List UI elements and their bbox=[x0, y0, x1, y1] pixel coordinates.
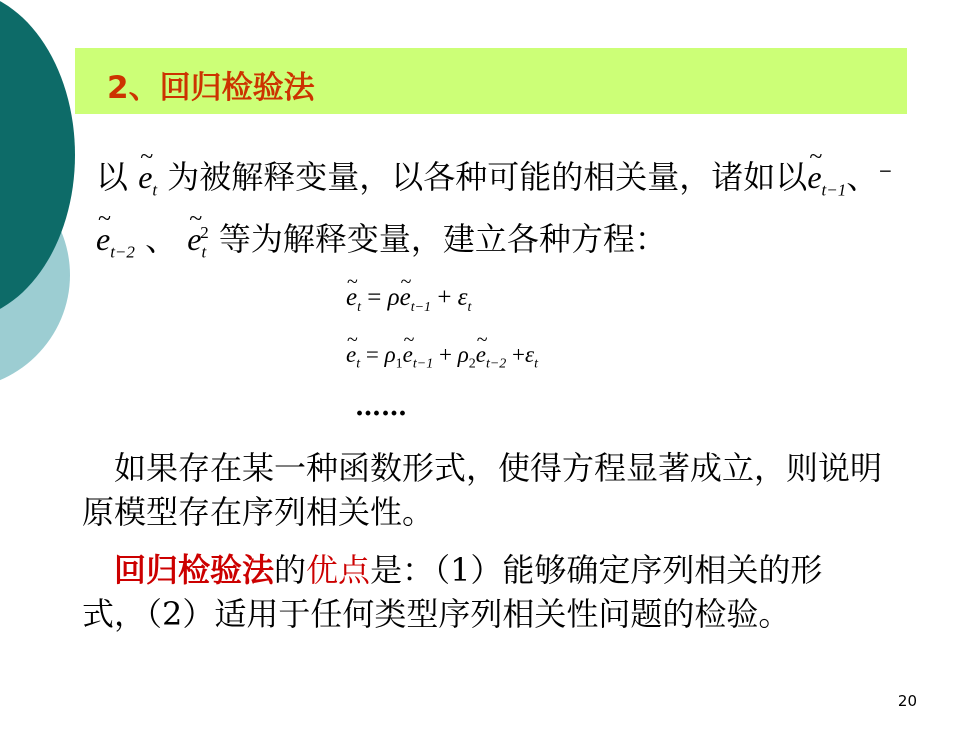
math-sub: t−1 bbox=[412, 356, 434, 372]
epsilon-symbol: ε bbox=[525, 342, 535, 367]
intro-line-1 bbox=[96, 152, 892, 200]
slide-title: 2、回归检验法 bbox=[107, 70, 315, 106]
plus-sign: + bbox=[438, 342, 452, 367]
math-sub: t bbox=[467, 300, 472, 315]
math-e-t-1: ~ $e_{t-1}$ bbox=[400, 284, 431, 316]
math-e-t-2: ~ $e_{t-2}$ bbox=[96, 221, 135, 262]
intro-text-4: 等为解释变量，建立各种方程： bbox=[218, 220, 667, 258]
intro-text-3: 、 bbox=[846, 158, 879, 196]
paragraph-advantages bbox=[82, 548, 882, 636]
math-e-t-2: ~ $e_{t-2}$ bbox=[476, 342, 507, 373]
math-sub: t−1 bbox=[821, 180, 847, 200]
equals-sign: = bbox=[367, 284, 382, 311]
method-name: 回归检验法 bbox=[114, 551, 275, 589]
plus-sign: + bbox=[512, 342, 526, 367]
equals-sign: = bbox=[365, 342, 379, 367]
plus-sign: + bbox=[437, 284, 452, 311]
epsilon-symbol: ε bbox=[457, 284, 468, 311]
equation-2 bbox=[346, 342, 538, 373]
paragraph-indent bbox=[82, 551, 114, 589]
math-sub: t bbox=[357, 300, 361, 315]
math-sub: t−2 bbox=[110, 242, 135, 262]
page-number: 20 bbox=[897, 692, 917, 710]
math-sub: t bbox=[201, 242, 207, 262]
intro-line-2 bbox=[96, 214, 667, 262]
math-sub: 1 bbox=[395, 356, 403, 372]
math-sub: t−2 bbox=[485, 356, 507, 372]
advantage-label: 优点 bbox=[306, 551, 371, 589]
intro-text-1: 以 bbox=[96, 158, 129, 196]
title-bar bbox=[75, 48, 907, 114]
rho-symbol: ρ bbox=[384, 342, 396, 367]
math-e-t-1: ~ $e_{t-1}$ bbox=[807, 159, 846, 200]
advantages-text: 是：（1）能够确定序列相关的形式，（2）适用于任何类型序列相关性问题的检验。 bbox=[82, 551, 823, 633]
math-sub: t bbox=[534, 356, 538, 372]
math-e-t-1: ~ $e_{t-1}$ bbox=[403, 342, 434, 373]
equation-1 bbox=[346, 284, 471, 316]
rho-symbol: ρ bbox=[387, 284, 400, 311]
rho-symbol: ρ bbox=[457, 342, 469, 367]
math-e-squared: ~ $e_t^2$ bbox=[187, 221, 208, 262]
paragraph-conclusion: 如果存在某一种函数形式，使得方程显著成立，则说明原模型存在序列相关性。 bbox=[82, 449, 883, 531]
math-sup: 2 bbox=[200, 223, 209, 243]
math-sub: 2 bbox=[468, 356, 476, 372]
math-sub: t bbox=[356, 356, 361, 372]
equation-ellipsis: …… bbox=[355, 392, 407, 422]
math-sub: t−1 bbox=[410, 300, 432, 315]
math-sub: t bbox=[152, 180, 158, 200]
math-e-t: ~ $e_t$ bbox=[138, 159, 157, 200]
intro-text-2: 为被解释变量，以各种可能的相关量，诸如以 bbox=[167, 158, 808, 196]
intro-separator: 、 bbox=[145, 220, 178, 258]
math-e-t: ~ $e_t$ bbox=[346, 342, 360, 373]
text-de: 的 bbox=[274, 551, 307, 589]
intro-dash: − bbox=[878, 161, 893, 182]
math-e-t: ~ $e_t$ bbox=[346, 284, 361, 316]
